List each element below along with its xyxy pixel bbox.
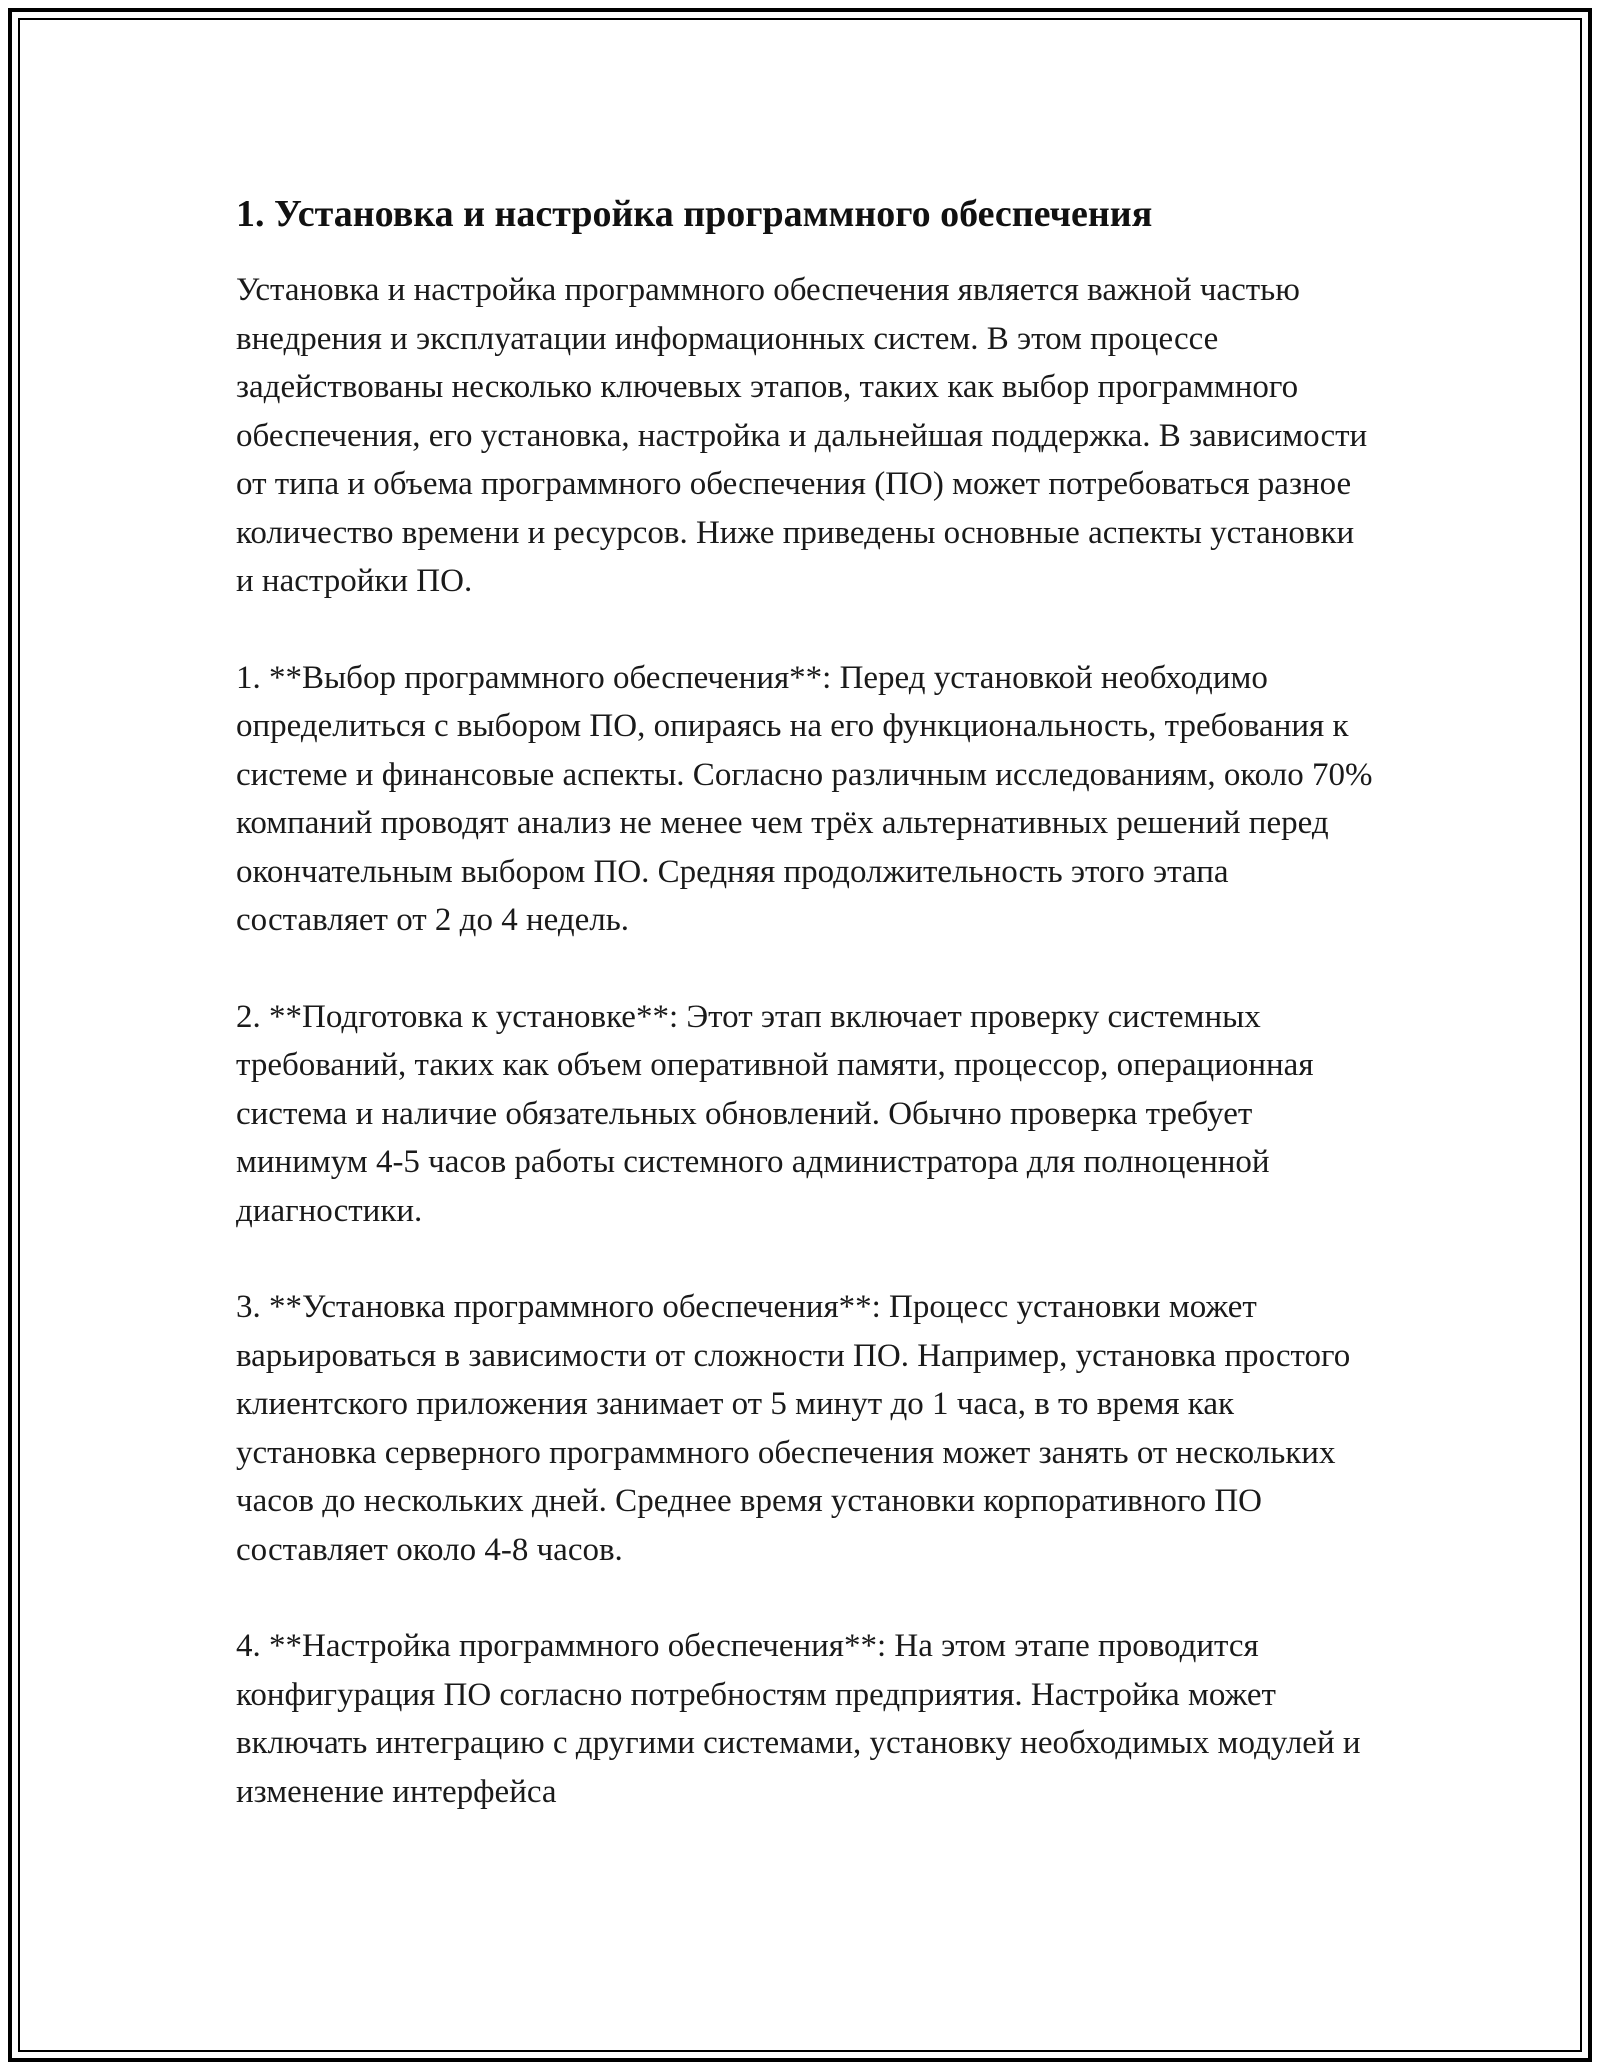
document-title: 1. Установка и настройка программного обеспечения bbox=[236, 193, 1153, 235]
document-body bbox=[236, 188, 1376, 1816]
paragraph-installation-preparation: 2. **Подготовка к установке**: Этот этап включает проверку системных требований, таких как объем оперативной памяти, процессор, операционная система и наличие обязательных обновлений. Обычно проверка требует минимум 4-5 часов работы системного администратора для полноценной диагностики. bbox=[236, 998, 1314, 1229]
paragraph-software-selection: 1. **Выбор программного обеспечения**: Перед установкой необходимо определиться с выбором ПО, опираясь на его функциональность, требования к системе и финансовые аспекты. Согласно различным исследованиям, около 70% компаний проводят анализ не менее чем трёх альтернативных решений перед окончательным выбором ПО. Средняя продолжительность этого этапа составляет от 2 до 4 недель. bbox=[236, 659, 1373, 938]
paragraph-software-installation: 3. **Установка программного обеспечения**: Процесс установки может варьироваться в зависимости от сложности ПО. Например, установка простого клиентского приложения занимает от 5 минут до 1 часа, в то время как установка серверного программного обеспечения может занять от нескольких часов до нескольких дней. Среднее время установки корпоративного ПО составляет около 4-8 часов. bbox=[236, 1289, 1351, 1568]
paragraph-software-configuration: 4. **Настройка программного обеспечения**: На этом этапе проводится конфигурация ПО согласно потребностям предприятия. Настройка может включать интеграцию с другими системами, установку необходимых модулей и изменение интерфейса bbox=[236, 1628, 1361, 1810]
intro-paragraph: Установка и настройка программного обеспечения является важной частью внедрения и эксплуатации информационных систем. В этом процессе задействованы несколько ключевых этапов, таких как выбор программного обеспечения, его установка, настройка и дальнейшая поддержка. В зависимости от типа и объема программного обеспечения (ПО) может потребоваться разное количество времени и ресурсов. Ниже приведены основные аспекты установки и настройки ПО. bbox=[236, 272, 1368, 599]
